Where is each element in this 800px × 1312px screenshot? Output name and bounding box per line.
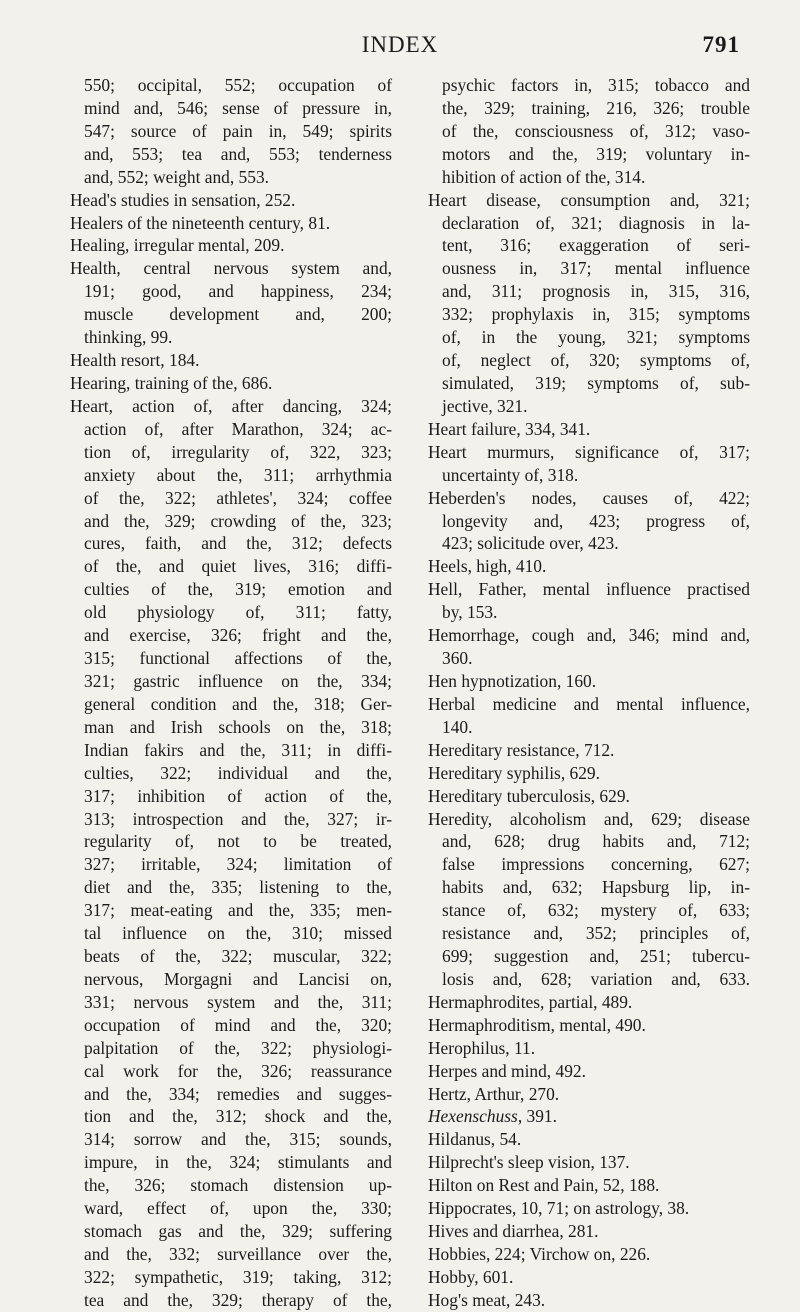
index-line: and, 628; drug habits and, 712; — [442, 831, 750, 852]
running-title: INDEX — [361, 32, 439, 57]
index-line: mind and, 546; sense of pressure in, — [84, 97, 392, 118]
index-line: 313; introspection and the, 327; ir- — [84, 808, 392, 829]
index-line: Hives and diarrhea, 281. — [428, 1221, 599, 1242]
index-line: uncertainty of, 318. — [442, 464, 579, 485]
index-line: 699; suggestion and, 251; tubercu- — [442, 946, 750, 967]
index-line: losis and, 628; variation and, 633. — [442, 968, 750, 989]
index-line: tal influence on the, 310; missed — [84, 923, 392, 944]
page-header — [60, 32, 740, 62]
index-line: stomach gas and the, 329; suffering — [84, 1221, 392, 1242]
index-line: Hemorrhage, cough and, 346; mind and, — [428, 625, 750, 646]
index-line: of, neglect of, 320; symptoms of, — [442, 350, 750, 371]
index-line: by, 153. — [442, 602, 498, 623]
index-line: ward, effect of, upon the, 330; — [84, 1198, 392, 1219]
index-line: thinking, 99. — [84, 327, 173, 348]
index-line: stance of, 632; mystery of, 633; — [442, 900, 750, 921]
index-line: Hilprecht's sleep vision, 137. — [428, 1152, 630, 1173]
index-line: 360. — [442, 648, 473, 669]
index-line: of, in the young, 321; symptoms — [442, 327, 750, 348]
index-line: 314; sorrow and the, 315; sounds, — [84, 1129, 392, 1150]
index-line: Head's studies in sensation, 252. — [70, 189, 296, 210]
index-line: impure, in the, 324; stimulants and — [84, 1152, 392, 1173]
index-line: 317; inhibition of action of the, — [84, 785, 392, 806]
index-line: Heredity, alcoholism and, 629; disease — [428, 808, 750, 829]
index-line: and, 553; tea and, 553; tenderness — [84, 143, 392, 164]
index-line: general condition and the, 318; Ger- — [84, 693, 392, 714]
index-line: 327; irritable, 324; limitation of — [84, 854, 392, 875]
page-number: 791 — [702, 32, 740, 57]
index-line: 331; nervous system and the, 311; — [84, 991, 392, 1012]
index-line: Herophilus, 11. — [428, 1037, 536, 1058]
index-line: cal work for the, 326; reassurance — [84, 1060, 392, 1081]
index-line: Hertz, Arthur, 270. — [428, 1083, 560, 1104]
index-line: ousness in, 317; mental influence — [442, 258, 750, 279]
index-line: Hereditary syphilis, 629. — [428, 762, 600, 783]
index-line: hibition of action of the, 314. — [442, 166, 646, 187]
index-line: psychic factors in, 315; tobacco and — [442, 75, 750, 95]
index-line: Hen hypnotization, 160. — [428, 670, 597, 691]
index-line: 321; gastric influence on the, 334; — [84, 670, 392, 691]
index-line: tion and the, 312; shock and the, — [84, 1106, 392, 1127]
index-line: muscle development and, 200; — [84, 304, 392, 325]
index-line: palpitation of the, 322; physiologi- — [84, 1037, 392, 1058]
index-line: Hereditary tuberculosis, 629. — [428, 785, 630, 806]
index-line: regularity of, not to be treated, — [84, 831, 392, 852]
index-line: Heart failure, 334, 341. — [428, 418, 591, 439]
index-line: declaration of, 321; diagnosis in la- — [442, 212, 750, 233]
index-line: culties of the, 319; emotion and — [84, 579, 392, 600]
index-line: Hermaphroditism, mental, 490. — [428, 1014, 646, 1035]
index-line: habits and, 632; Hapsburg lip, in- — [442, 877, 750, 898]
index-line: Healing, irregular mental, 209. — [70, 235, 285, 256]
index-line: 547; source of pain in, 549; spirits — [84, 120, 392, 141]
index-line: and exercise, 326; fright and the, — [84, 625, 392, 646]
index-line: Hearing, training of the, 686. — [70, 372, 273, 393]
index-line: 140. — [442, 716, 473, 737]
index-line: longevity and, 423; progress of, — [442, 510, 750, 531]
index-line: 191; good, and happiness, 234; — [84, 281, 392, 302]
index-line: Hildanus, 54. — [428, 1129, 522, 1150]
index-line: Hog's meat, 243. — [428, 1289, 546, 1310]
index-line: diet and the, 335; listening to the, — [84, 877, 392, 898]
index-line: Heart, action of, after dancing, 324; — [70, 395, 392, 416]
index-line: beats of the, 322; muscular, 322; — [84, 946, 392, 967]
index-line: Hermaphrodites, partial, 489. — [428, 991, 633, 1012]
index-line: of the, consciousness of, 312; vaso- — [442, 120, 750, 141]
index-line: Hobbies, 224; Virchow on, 226. — [428, 1244, 651, 1265]
index-line: Hobby, 601. — [428, 1266, 514, 1287]
index-line: resistance and, 352; principles of, — [442, 923, 750, 944]
index-line: and, 311; prognosis in, 315, 316, — [442, 281, 750, 302]
index-line: 332; prophylaxis in, 315; symptoms — [442, 304, 750, 325]
index-line: Health resort, 184. — [70, 350, 200, 371]
index-line: of the, 322; athletes', 324; coffee — [84, 487, 392, 508]
index-line: man and Irish schools on the, 318; — [84, 716, 392, 737]
index-line: Health, central nervous system and, — [70, 258, 392, 279]
index-line: false impressions concerning, 627; — [442, 854, 750, 875]
index-line: tion of, irregularity of, 322, 323; — [84, 441, 392, 462]
index-line: 315; functional affections of the, — [84, 648, 392, 669]
index-line: and the, 332; surveillance over the, — [84, 1244, 392, 1265]
index-line: Herbal medicine and mental influence, — [428, 693, 750, 714]
index-line: and, 552; weight and, 553. — [84, 166, 269, 187]
index-line: the, 329; training, 216, 326; trouble — [442, 97, 750, 118]
index-line: occupation of mind and the, 320; — [84, 1014, 392, 1035]
index-line: nervous, Morgagni and Lancisi on, — [84, 968, 392, 989]
index-line: old physiology of, 311; fatty, — [84, 602, 392, 623]
index-line: anxiety about the, 311; arrhythmia — [84, 464, 392, 485]
index-line: Hippocrates, 10, 71; on astrology, 38. — [428, 1198, 690, 1219]
index-line: 550; occipital, 552; occupation of — [84, 75, 392, 95]
index-line: Heberden's nodes, causes of, 422; — [428, 487, 750, 508]
index-line: motors and the, 319; voluntary in- — [442, 143, 750, 164]
index-line: tent, 316; exaggeration of seri- — [442, 235, 750, 256]
index-line: action of, after Marathon, 324; ac- — [84, 418, 392, 439]
index-line: 322; sympathetic, 319; taking, 312; — [84, 1266, 392, 1287]
index-line: 317; meat-eating and the, 335; men- — [84, 900, 392, 921]
index-line: Hilton on Rest and Pain, 52, 188. — [428, 1175, 660, 1196]
index-line: Indian fakirs and the, 311; in diffi- — [84, 739, 392, 760]
index-line: cures, faith, and the, 312; defects — [84, 533, 392, 554]
index-line: Hereditary resistance, 712. — [428, 739, 615, 760]
index-line: tea and the, 329; therapy of the, — [84, 1289, 392, 1310]
index-line: of the, and quiet lives, 316; diffi- — [84, 556, 392, 577]
index-line: Herpes and mind, 492. — [428, 1060, 586, 1081]
index-line: jective, 321. — [442, 395, 528, 416]
index-line: Hexenschuss, 391. — [428, 1106, 557, 1127]
index-line: Heart murmurs, significance of, 317; — [428, 441, 750, 462]
index-line: simulated, 319; symptoms of, sub- — [442, 372, 750, 393]
index-column-right — [428, 74, 750, 1312]
index-column-left — [70, 74, 392, 1312]
index-line: Healers of the nineteenth century, 81. — [70, 212, 331, 233]
index-line: culties, 322; individual and the, — [84, 762, 392, 783]
index-line: the, 326; stomach distension up- — [84, 1175, 392, 1196]
index-line: Heels, high, 410. — [428, 556, 547, 577]
index-line: and the, 329; crowding of the, 323; — [84, 510, 392, 531]
index-line: 423; solicitude over, 423. — [442, 533, 619, 554]
index-line: and the, 334; remedies and sugges- — [84, 1083, 392, 1104]
index-line: Hell, Father, mental influence practised — [428, 579, 750, 600]
index-line: Heart disease, consumption and, 321; — [428, 189, 750, 210]
